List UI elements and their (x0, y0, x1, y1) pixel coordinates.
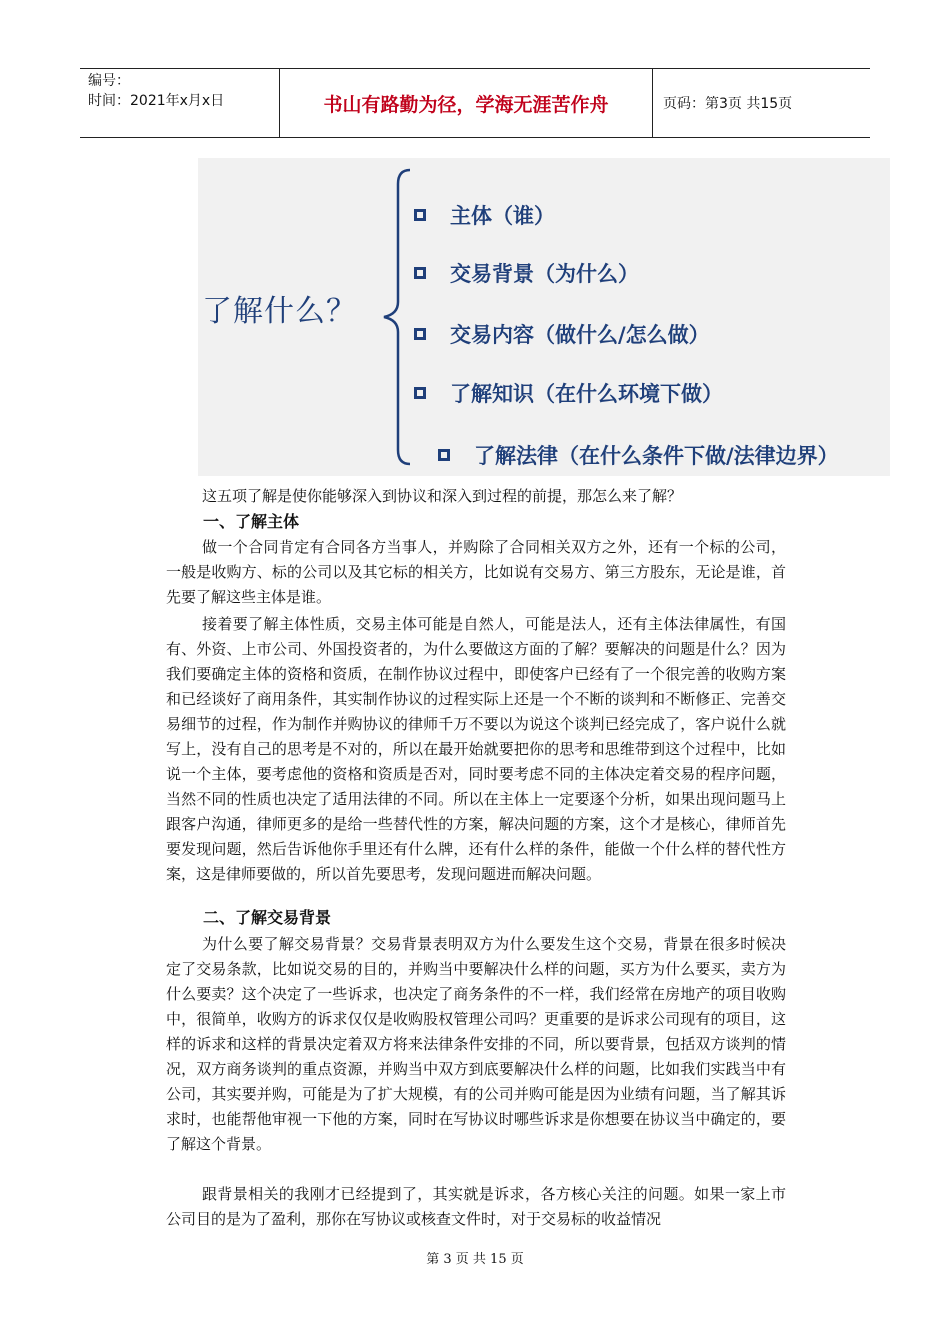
figure-main-text: 了解什么？ (202, 294, 357, 329)
figure-item-subject (414, 200, 555, 230)
figure-item-law (438, 440, 839, 470)
figure-item-label: 了解知识（在什么环境下做） (450, 382, 723, 406)
document-header (80, 68, 870, 138)
section-heading-subject: 一、了解主体 (203, 512, 300, 531)
header-motto: 书山有路勤为径，学海无涯苦作舟 (280, 69, 653, 137)
paragraph-background-2: 跟背景相关的我刚才已经提到了，其实就是诉求，各方核心关注的问题。如果一家上市公司目的是为了盈利，那你在写协议或核查文件时，对于交易标的收益情况 (166, 1185, 786, 1228)
figure-item-label: 了解法律（在什么条件下做/法律边界） (474, 444, 839, 468)
paragraph-background-1: 为什么要了解交易背景？交易背景表明双方为什么要发生这个交易，背景在很多时候决定了交易条款，比如说交易的目的，并购当中要解决什么样的问题，买方为什么要买，卖方为什么要卖？这个决定了一些诉求，也决定了商务条件的不一样，我们经常在房地产的项目收购中，很简单，收购方的诉求仅仅是收购股权管理公司吗？更重要的是诉求公司现有的项目，这样的诉求和这样的背景决定着双方将来法律条件安排的不同，所以要背景，包括双方谈判的情况，双方商务谈判的重点资源，并购当中双方到底要解决什么样的问题，比如我们实践当中有公司，其实要并购，可能是为了扩大规模，有的公司并购可能是因为业绩有问题，当了解其诉求时，也能帮他审视一下他的方案，同时在写协议时哪些诉求是你想要在协议当中确定的，要了解这个背景。 (166, 935, 786, 1153)
checkbox-square-icon (414, 328, 426, 340)
page-footer: 第 3 页 共 15 页 (426, 1252, 524, 1267)
figure-item-background (414, 258, 639, 288)
checkbox-square-icon (414, 267, 426, 279)
checkbox-square-icon (414, 209, 426, 221)
section-heading-background: 二、了解交易背景 (203, 908, 332, 927)
outline-figure (198, 158, 890, 476)
number-label: 编号： (88, 73, 130, 89)
checkbox-square-icon (438, 449, 450, 461)
paragraph-subject-2: 接着要了解主体性质，交易主体可能是自然人，可能是法人，还有主体法律属性，有国有、外资、上市公司、外国投资者的，为什么要做这方面的了解？要解决的问题是什么？因为我们要确定主体的资格和资质，在制作协议过程中，即使客户已经有了一个很完善的收购方案和已经谈好了商用条件，其实制作协议的过程实际上还是一个不断的谈判和不断修正、完善交易细节的过程，作为制作并购协议的律师千万不要以为说这个谈判已经完成了，客户说什么就写上，没有自己的思考是不对的，所以在最开始就要把你的思考和思维带到这个过程中，比如说一个主体，要考虑他的资格和资质是否对，同时要考虑不同的主体决定着交易的程序问题，当然不同的性质也决定了适用法律的不同。所以在主体上一定要逐个分析，如果出现问题马上跟客户沟通，律师更多的是给一些替代性的方案，解决问题的方案，这个才是核心，律师首先要发现问题，然后告诉他你手里还有什么牌，还有什么样的条件，能做一个什么样的替代性方案，这是律师要做的，所以首先要思考，发现问题进而解决问题。 (166, 615, 786, 883)
figure-item-content (414, 319, 710, 349)
figure-item-label: 交易背景（为什么） (450, 262, 639, 286)
brace-icon (376, 164, 416, 470)
intro-paragraph: 这五项了解是使你能够深入到协议和深入到过程的前提，那怎么来了解？ (202, 487, 683, 505)
header-meta-cell (80, 69, 280, 137)
figure-item-label: 交易内容（做什么/怎么做） (450, 323, 710, 347)
header-page-label: 页码：第3页 共15页 (663, 96, 793, 112)
checkbox-square-icon (414, 387, 426, 399)
figure-item-label: 主体（谁） (450, 204, 555, 228)
figure-item-knowledge (414, 378, 723, 408)
time-label: 时间：2021年x月x日 (88, 93, 225, 109)
paragraph-subject-1: 做一个合同肯定有合同各方当事人，并购除了合同相关双方之外，还有一个标的公司，一般是收购方、标的公司以及其它标的相关方，比如说有交易方、第三方股东，无论是谁，首先要了解这些主体是谁。 (166, 538, 786, 606)
